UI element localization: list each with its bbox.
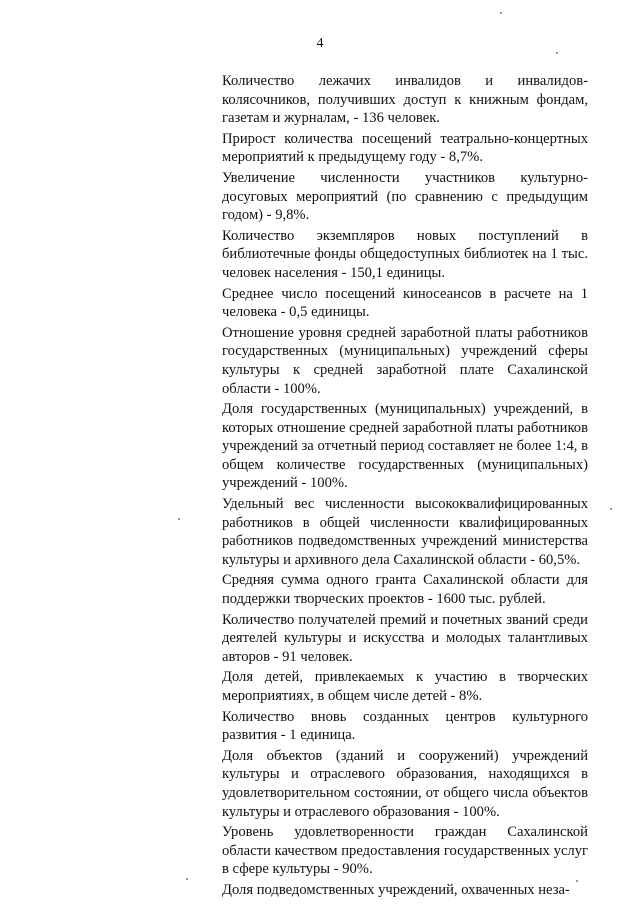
scan-speck [500, 12, 502, 14]
paragraph-15: Доля подведомственных учреждений, охваченных неза- [222, 881, 570, 898]
paragraph-13: Доля объектов (зданий и сооружений) учреждений культуры и отраслевого образования, находящихся в удовлетворительном состоянии, от общего числа объектов культуры и отраслевого образования - 100%. [222, 747, 588, 820]
paragraph-1: Количество лежачих инвалидов и инвалидов-колясочников, получивших доступ к книжным фондам, газетам и журналам, - 136 человек. [222, 73, 588, 127]
paragraph-5: Среднее число посещений киносеансов в расчете на 1 человека - 0,5 единицы. [222, 285, 588, 321]
paragraph-7: Доля государственных (муниципальных) учреждений, в которых отношение средней заработной платы работников учреждений за отчетный период составляет не более 1:4, в общем количестве государственных (муниципальных) учреждений - 100%. [222, 401, 588, 492]
paragraph-2: Прирост количества посещений театрально-концертных мероприятий к предыдущему году - 8,7%. [222, 130, 588, 166]
paragraph-12: Количество вновь созданных центров культурного развития - 1 единица. [222, 708, 588, 744]
paragraph-9: Средняя сумма одного гранта Сахалинской области для поддержки творческих проектов - 1600 тыс. рублей. [222, 572, 588, 608]
scan-speck [610, 508, 612, 510]
paragraph-3: Увеличение численности участников культурно-досуговых мероприятий (по сравнению с предыдущим годом) - 9,8%. [222, 169, 588, 224]
paragraph-10: Количество получателей премий и почетных званий среди деятелей культуры и искусства и молодых талантливых авторов - 91 человек. [222, 611, 588, 665]
paragraph-4: Количество экземпляров новых поступлений в библиотечные фонды общедоступных библиотек на 1 тыс. человек населения - 150,1 единицы. [222, 227, 588, 281]
scan-speck [576, 880, 578, 882]
paragraph-14: Уровень удовлетворенности граждан Сахалинской области качеством предоставления государственных услуг в сфере культуры - 90%. [222, 824, 588, 878]
scan-speck [186, 878, 188, 880]
document-body [222, 72, 588, 902]
page-number: 4 [316, 36, 324, 51]
paragraph-11: Доля детей, привлекаемых к участию в творческих мероприятиях, в общем числе детей - 8%. [222, 669, 588, 704]
scan-speck [556, 52, 558, 54]
paragraph-8: Удельный вес численности высококвалифицированных работников в общей численности квалифицированных работников подведомственных учреждений министерства культуры и архивного дела Сахалинской области - 60,5%. [222, 496, 588, 568]
scan-speck [178, 518, 180, 520]
paragraph-6: Отношение уровня средней заработной платы работников государственных (муниципальных) учреждений сферы культуры к средней заработной плате Сахалинской области - 100%. [222, 324, 588, 397]
